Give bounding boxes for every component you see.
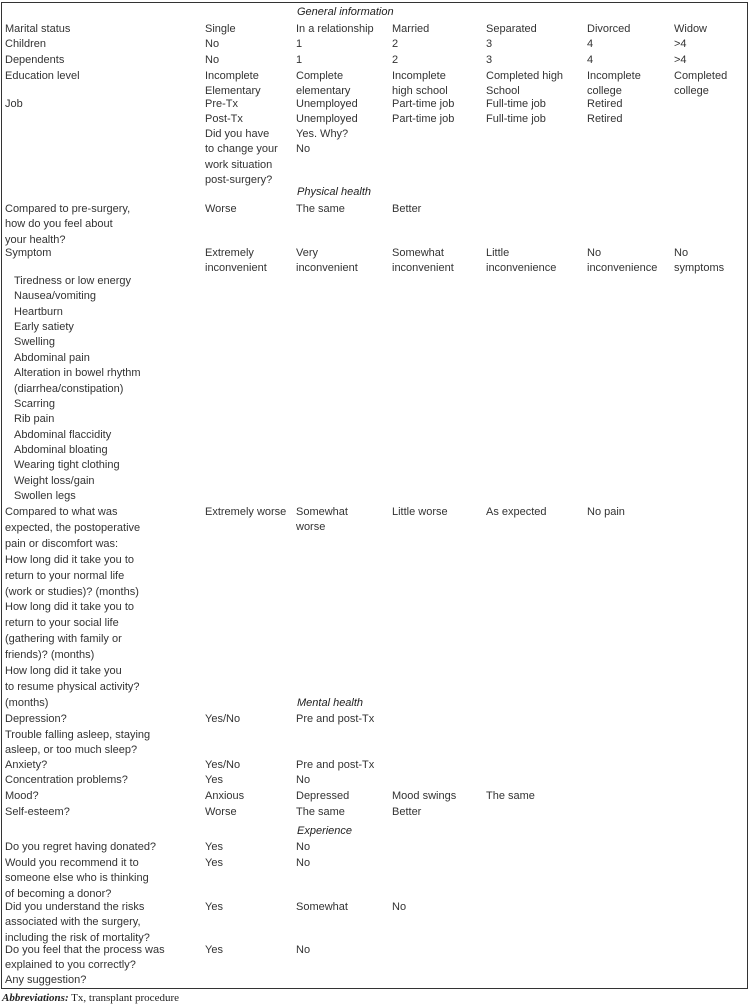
row-option: Retired xyxy=(587,113,623,125)
row-option: Incomplete college xyxy=(587,70,641,98)
row-option: Extremely inconvenient xyxy=(205,247,267,275)
row-option: No xyxy=(296,857,311,869)
row-option: Incomplete Elementary xyxy=(205,70,261,98)
row-option: 1 xyxy=(296,38,303,50)
row-label: Depression? xyxy=(5,713,67,725)
row-option: No xyxy=(296,841,311,853)
row-label: Education level xyxy=(5,70,80,82)
footnote xyxy=(2,992,179,1004)
footnote-label: Abbreviations: xyxy=(2,992,69,1004)
questionnaire-table xyxy=(1,2,748,989)
row-option: Did you have to change your work situation post-surgery? xyxy=(205,128,278,187)
row-option: Yes xyxy=(205,841,223,853)
row-label: Do you feel that the process was explained to you correctly? xyxy=(5,944,165,972)
row-option: No inconvenience xyxy=(587,247,658,275)
row-option: 4 xyxy=(587,38,594,50)
row-option: As expected xyxy=(486,506,547,518)
row-label: Dependents xyxy=(5,54,65,66)
row-option: Pre-Tx xyxy=(205,98,238,110)
row-option: Full-time job xyxy=(486,113,546,125)
row-label: Any suggestion? xyxy=(5,974,87,986)
row-option: Somewhat worse xyxy=(296,506,348,534)
row-option: 2 xyxy=(392,54,399,66)
row-label: Compared to pre-surgery, how do you feel about your health? xyxy=(5,203,131,246)
row-option: Worse xyxy=(205,203,237,215)
section-mental-health: Mental health xyxy=(297,697,364,709)
row-option: No symptoms xyxy=(674,247,725,275)
row-label: Trouble falling asleep, staying asleep, or too much sleep? xyxy=(5,729,151,757)
row-option: Separated xyxy=(486,23,537,35)
row-option: Little worse xyxy=(392,506,448,518)
row-option: Yes xyxy=(205,857,223,869)
row-label: Compared to what was expected, the postoperative pain or discomfort was: How long did it take you to return to your normal life (work or studies)? (months) How long did it take you to return to your social life (gathering with family or friends)? (months) How long did it take you to resume physical activity? (months) xyxy=(5,506,141,709)
row-option: Pre and post-Tx xyxy=(296,759,375,771)
row-option: Better xyxy=(392,806,422,818)
row-option: Widow xyxy=(674,23,708,35)
row-option: No xyxy=(296,774,311,786)
row-option: Little inconvenience xyxy=(486,247,557,275)
row-option: Complete elementary xyxy=(296,70,351,98)
row-option: Yes/No xyxy=(205,713,241,725)
row-option: Somewhat inconvenient xyxy=(392,247,454,275)
row-option: Depressed xyxy=(296,790,350,802)
row-label: Did you understand the risks associated with the surgery, including the risk of mortality? xyxy=(5,901,150,944)
row-label: Children xyxy=(5,38,46,50)
row-option: Completed high School xyxy=(486,70,564,98)
row-option: Divorced xyxy=(587,23,631,35)
row-label: Job xyxy=(5,98,23,110)
row-option: Retired xyxy=(587,98,623,110)
row-label: Tiredness or low energy Nausea/vomiting Heartburn Early satiety Swelling Abdominal pain Alteration in bowel rhythm (diarrhea/constipation) Scarring Rib pain Abdominal flaccidity Abdominal bloating Wearing tight clothing Weight loss/gain Swollen legs xyxy=(14,275,141,503)
row-option: Yes xyxy=(205,901,223,913)
section-experience: Experience xyxy=(297,825,353,837)
row-label: Self-esteem? xyxy=(5,806,70,818)
row-option: Incomplete high school xyxy=(392,70,448,98)
row-option: Unemployed xyxy=(296,98,358,110)
row-option: >4 xyxy=(674,54,687,66)
row-option: 2 xyxy=(392,38,399,50)
row-option: Yes. Why? No xyxy=(296,128,349,156)
row-label: Anxiety? xyxy=(5,759,48,771)
row-option: The same xyxy=(486,790,535,802)
row-option: Single xyxy=(205,23,236,35)
row-option: Better xyxy=(392,203,422,215)
section-physical-health: Physical health xyxy=(297,186,371,198)
footnote-text: Tx, transplant procedure xyxy=(68,992,179,1004)
row-option: Part-time job xyxy=(392,113,455,125)
row-label: Mood? xyxy=(5,790,39,802)
row-option: No xyxy=(296,944,311,956)
row-option: No pain xyxy=(587,506,625,518)
section-general-information: General information xyxy=(297,6,394,18)
row-label: Concentration problems? xyxy=(5,774,128,786)
row-option: The same xyxy=(296,203,345,215)
row-option: Yes xyxy=(205,774,223,786)
row-option: Worse xyxy=(205,806,237,818)
row-option: Anxious xyxy=(205,790,245,802)
row-option: Part-time job xyxy=(392,98,455,110)
row-option: >4 xyxy=(674,38,687,50)
row-option: No xyxy=(392,901,407,913)
row-option: Married xyxy=(392,23,430,35)
row-option: Unemployed xyxy=(296,113,358,125)
row-label: Would you recommend it to someone else who is thinking of becoming a donor? xyxy=(5,857,149,900)
row-label: Do you regret having donated? xyxy=(5,841,157,853)
row-option: Post-Tx xyxy=(205,113,243,125)
row-option: 3 xyxy=(486,54,493,66)
row-option: 3 xyxy=(486,38,493,50)
row-option: Pre and post-Tx xyxy=(296,713,375,725)
row-option: Completed college xyxy=(674,70,728,98)
row-option: Full-time job xyxy=(486,98,546,110)
row-label: Symptom xyxy=(5,247,52,259)
row-option: In a relationship xyxy=(296,23,374,35)
row-label: Marital status xyxy=(5,23,71,35)
row-option: The same xyxy=(296,806,345,818)
row-option: 4 xyxy=(587,54,594,66)
row-option: Yes xyxy=(205,944,223,956)
row-option: No xyxy=(205,38,220,50)
row-option: No xyxy=(205,54,220,66)
row-option: Mood swings xyxy=(392,790,457,802)
row-option: Somewhat xyxy=(296,901,348,913)
row-option: Yes/No xyxy=(205,759,241,771)
row-option: 1 xyxy=(296,54,303,66)
row-option: Very inconvenient xyxy=(296,247,358,275)
row-option: Extremely worse xyxy=(205,506,287,518)
